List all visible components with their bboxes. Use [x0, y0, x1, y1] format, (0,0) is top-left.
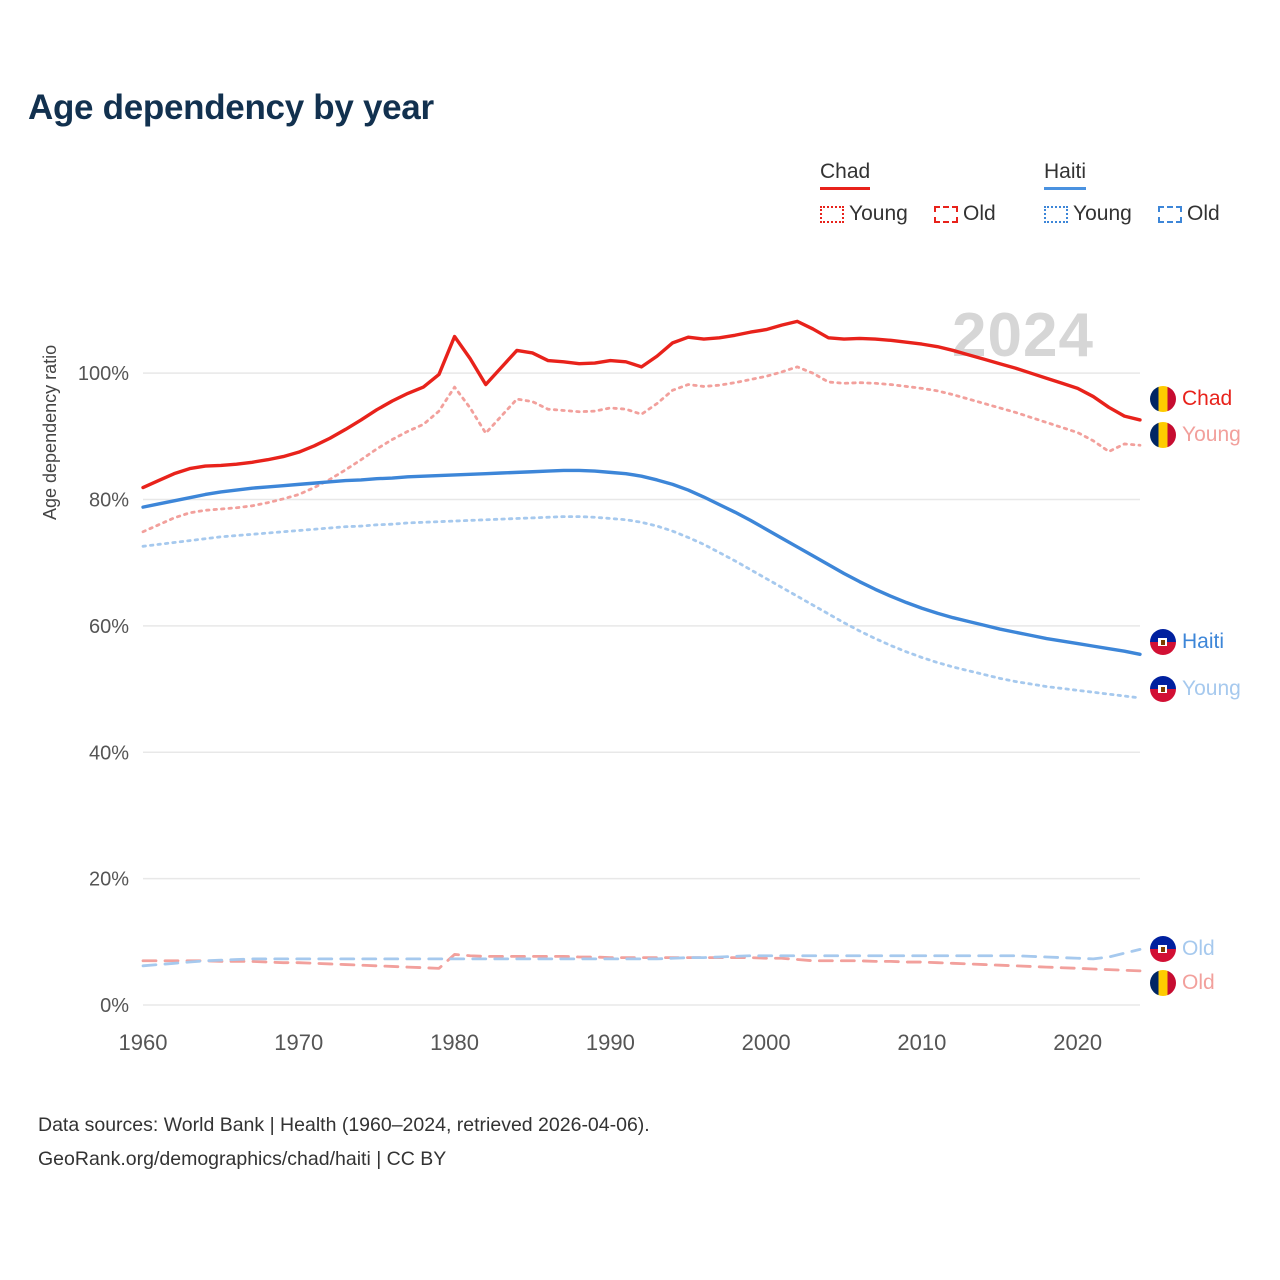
line-chart [0, 250, 1280, 1070]
series-line [143, 367, 1140, 532]
end-label-text: Young [1182, 677, 1241, 700]
y-tick-label: 60% [88, 615, 129, 638]
end-label-text: Old [1182, 971, 1215, 994]
end-label-text: Old [1182, 937, 1215, 960]
x-tick-label: 2000 [741, 1030, 791, 1055]
x-tick-label: 1980 [430, 1030, 480, 1055]
x-tick-label: 2010 [897, 1030, 947, 1055]
haiti-flag-icon [1150, 676, 1176, 702]
end-label-haiti-young [1150, 676, 1241, 702]
legend-label: Young [849, 202, 908, 225]
end-label-haiti-old [1150, 936, 1215, 962]
series-line [143, 949, 1140, 965]
dashed-line-icon [934, 206, 958, 223]
legend-group-haiti[interactable]: Haiti [1044, 160, 1086, 190]
chart-legend [810, 160, 1270, 240]
chad-flag-icon [1150, 422, 1176, 448]
series-line [143, 517, 1140, 698]
legend-item-haiti-old[interactable] [1158, 202, 1220, 226]
y-tick-label: 40% [88, 742, 129, 765]
series-line [143, 321, 1140, 487]
footer-line-1: Data sources: World Bank | Health (1960–2024, retrieved 2026-04-06). [38, 1114, 650, 1136]
footer [38, 1108, 650, 1176]
x-tick-label: 1990 [585, 1030, 635, 1055]
chad-flag-icon [1150, 970, 1176, 996]
legend-item-chad-young[interactable] [820, 202, 908, 226]
end-label-haiti-total [1150, 629, 1224, 655]
end-label-chad-total [1150, 386, 1232, 412]
y-tick-label: 100% [77, 363, 129, 386]
page-title: Age dependency by year [28, 88, 434, 127]
x-tick-label: 1970 [274, 1030, 324, 1055]
y-tick-label: 0% [100, 995, 129, 1017]
dotted-line-icon [820, 206, 844, 223]
x-tick-label: 1960 [118, 1030, 168, 1055]
chart-canvas [0, 250, 1280, 1070]
y-tick-label: 20% [88, 868, 129, 891]
end-label-chad-old [1150, 970, 1215, 996]
chad-flag-icon [1150, 386, 1176, 412]
dashed-line-icon [1158, 206, 1182, 223]
y-tick-label: 80% [88, 489, 129, 512]
legend-label: Old [963, 202, 996, 225]
dotted-line-icon [1044, 206, 1068, 223]
haiti-flag-icon [1150, 936, 1176, 962]
footer-line-2: GeoRank.org/demographics/chad/haiti | CC BY [38, 1148, 447, 1170]
legend-group-chad[interactable]: Chad [820, 160, 870, 190]
haiti-flag-icon [1150, 629, 1176, 655]
legend-item-haiti-young[interactable] [1044, 202, 1132, 226]
legend-item-chad-old[interactable] [934, 202, 996, 226]
year-watermark: 2024 [952, 301, 1094, 370]
series-line [143, 470, 1140, 654]
end-label-text: Haiti [1182, 630, 1225, 653]
y-axis-label: Age dependency ratio [40, 344, 60, 520]
end-label-text: Young [1182, 423, 1241, 446]
legend-label: Young [1073, 202, 1132, 225]
end-label-text: Chad [1182, 387, 1233, 410]
end-label-chad-young [1150, 422, 1241, 448]
legend-label: Old [1187, 202, 1220, 225]
x-tick-label: 2020 [1053, 1030, 1103, 1055]
